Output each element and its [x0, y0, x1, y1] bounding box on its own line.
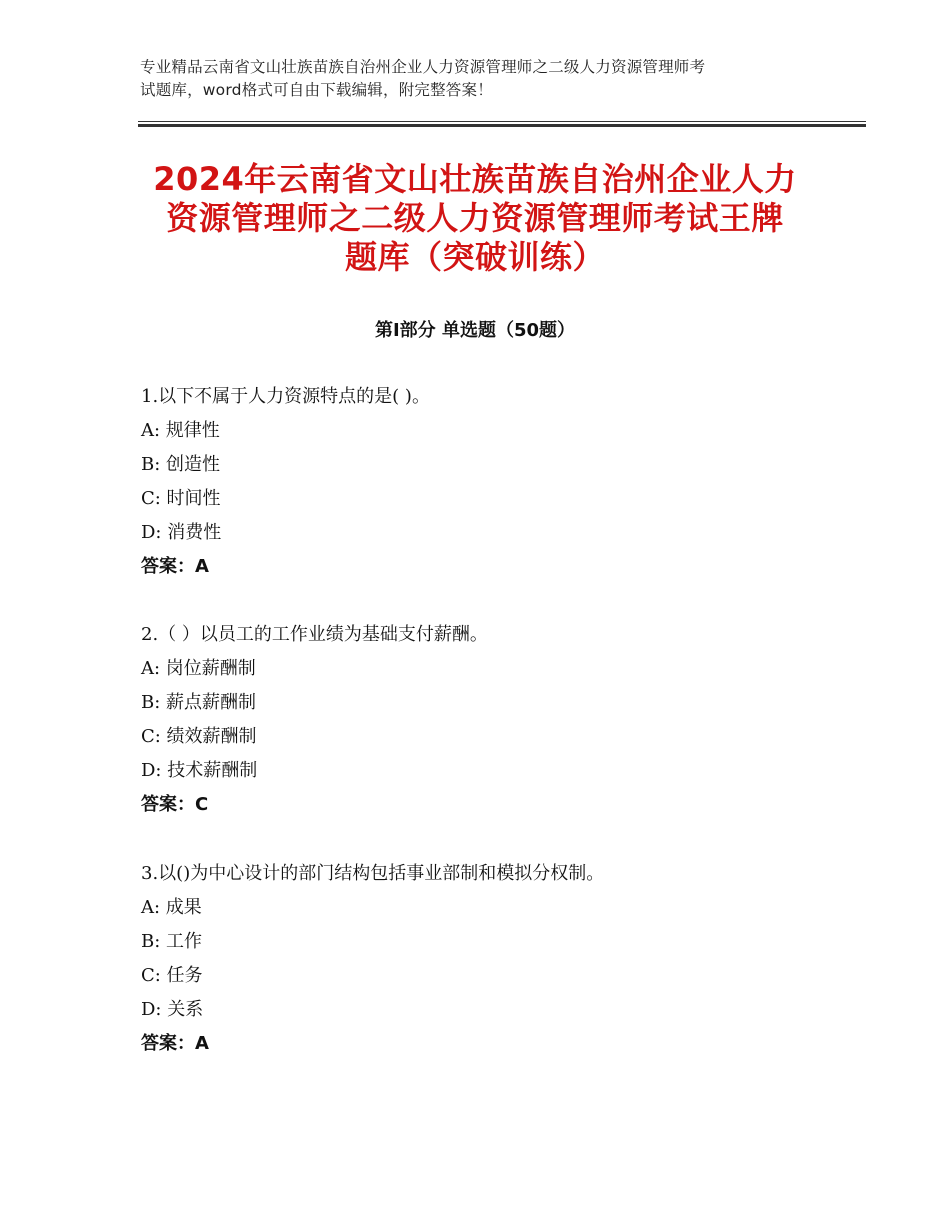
option-d: D: 消费性 — [141, 522, 222, 543]
document-title-line-1: 2024年云南省文山壮族苗族自治州企业人力 — [153, 160, 797, 198]
document-title-line-3: 题库（突破训练） — [344, 238, 605, 276]
header-divider-thin — [138, 121, 866, 122]
document-title-line-2: 资源管理师之二级人力资源管理师考试王牌 — [166, 199, 784, 237]
section-title: 第Ⅰ部分 单选题（50题） — [374, 320, 575, 341]
question-2 — [141, 618, 841, 822]
header-note-line-1: 专业精品云南省文山壮族苗族自治州企业人力资源管理师之二级人力资源管理师考 — [140, 58, 706, 76]
option-b: B: 薪点薪酬制 — [141, 692, 257, 713]
answer-label: 答案：A — [141, 1033, 209, 1054]
question-stem: 2.（ ）以员工的工作业绩为基础支付薪酬。 — [141, 624, 488, 645]
option-a: A: 成果 — [141, 897, 202, 918]
header-note-line-2: 试题库，word格式可自由下载编辑，附完整答案！ — [140, 81, 493, 99]
option-b: B: 工作 — [141, 931, 203, 952]
option-c: C: 绩效薪酬制 — [141, 726, 257, 747]
answer-label: 答案：C — [141, 794, 209, 815]
option-a: A: 岗位薪酬制 — [141, 658, 256, 679]
answer-label: 答案：A — [141, 556, 209, 577]
option-d: D: 技术薪酬制 — [141, 760, 258, 781]
question-1 — [141, 380, 841, 584]
option-c: C: 任务 — [141, 965, 203, 986]
header-divider-thick — [138, 124, 866, 127]
option-d: D: 关系 — [141, 999, 204, 1020]
question-stem: 3.以()为中心设计的部门结构包括事业部制和模拟分权制。 — [141, 863, 605, 884]
option-a: A: 规律性 — [141, 420, 220, 441]
document-title — [90, 160, 860, 277]
header-note — [140, 56, 840, 102]
question-3 — [141, 857, 841, 1061]
option-c: C: 时间性 — [141, 488, 221, 509]
question-stem: 1.以下不属于人力资源特点的是( )。 — [141, 386, 430, 407]
option-b: B: 创造性 — [141, 454, 221, 475]
